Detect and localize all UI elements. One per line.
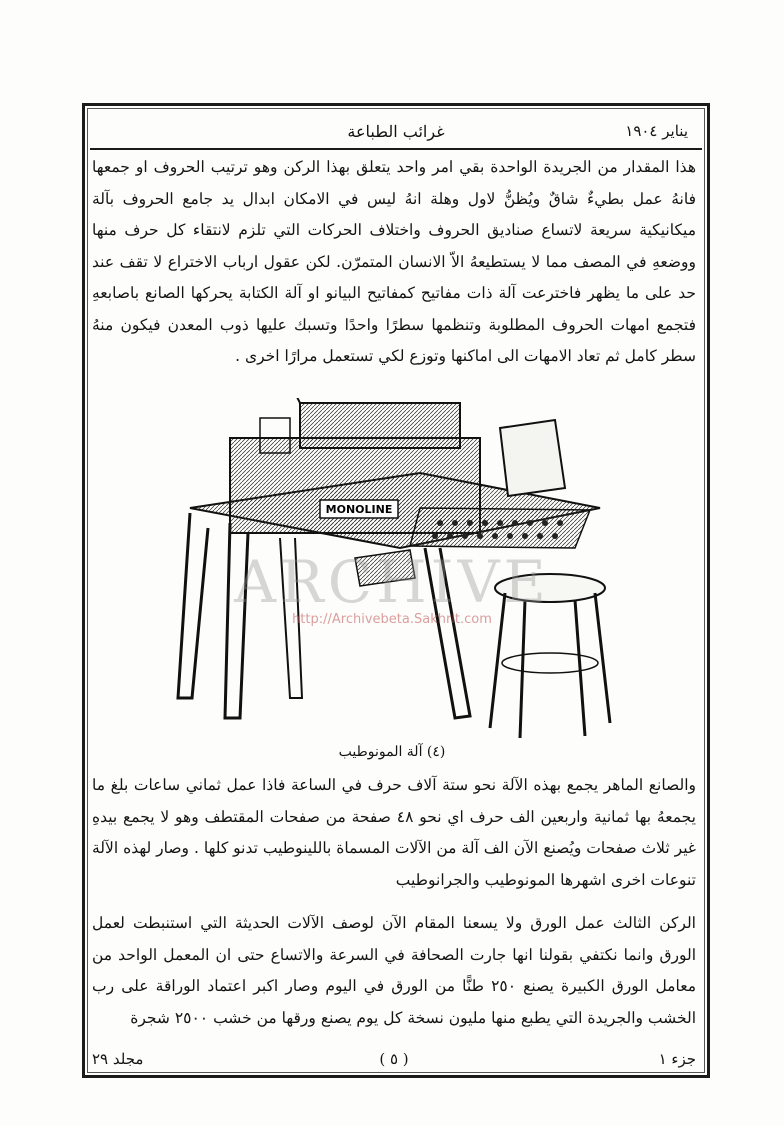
paragraph-intro: هذا المقدار من الجريدة الواحدة بقي امر واحد يتعلق بهذا الركن وهو ترتيب الحروف او جمعها فانهُ عمل بطيءٌ شاقٌ ويُظنُّ لاول وهلة انهُ ليس في الامكان ابدال يد جامع الحروف بآلة ميكانيكية سريعة لاتساع صناديق الحروف واختلاف الحركات التي تلزم لانتقاء كل حرف منها ووضعهِ في المصف مما لا يستطيعهُ الاّ الانسان المتمرّن. لكن عقول ارباب الاختراع لا تقف عند حد على ما يظهر فاخترعت آلة ذات مفاتيح كمفاتيح البيانو او آلة الكتابة يحركها الصانع باصابعهِ فتجمع امهات الحروف المطلوبة وتنظمها سطرًا واحدًا وتسبك عليها ذوب المعدن فيكون منهُ سطر كامل ثم تعاد الامهات الى اماكنها وتوزع لكي تستعمل مرارًا اخرى .: [92, 158, 696, 365]
header-divider: [90, 148, 702, 150]
archive-watermark: ARCHIVE: [234, 548, 550, 616]
header-date: يناير ١٩٠٤: [625, 122, 688, 140]
header-title: غرائب الطباعة: [347, 122, 445, 141]
machine-label: MONOLINE: [325, 503, 393, 516]
page-number: ( ٥ ): [379, 1050, 409, 1068]
footer-part: جزء ١: [658, 1050, 696, 1068]
page-header: [100, 118, 692, 146]
archive-watermark-url: http://Archivebeta.Sakhrit.com: [292, 612, 492, 627]
page-footer: [92, 1050, 696, 1074]
paragraph-paper-making: الركن الثالث عمل الورق ولا يسعنا المقام الآن لوصف الآلات الحديثة التي استنبطت لعمل الورق وانما نكتفي بقولنا انها جارت الصحافة في السرعة والاتساع حتى ان المعمل الواحد من معامل الورق الكبيرة يصنع ٢٥٠ طنًّا من الورق في اليوم وصار اكبر اعتماد الوراقة على رب الخشب والجريدة التي يطبع منها مليون نسخة كل يوم يصنع ورقها من خشب ٢٥٠٠ شجرة: [92, 914, 696, 1027]
paragraph-typesetting-speed: والصانع الماهر يجمع بهذه الآلة نحو ستة آلاف حرف في الساعة فاذا عمل ثماني ساعات بلغ ما يجمعهُ بها ثمانية واربعين الف حرف اي نحو ٤٨ صفحة من صفحات المقتطف وهو لا يجمع بيدهِ غير ثلاث صفحات ويُصنع الآن الف آلة من الآلات المسماة باللينوطيب تدنو كلها . وصار لهذه الآلة تنوعات اخرى اشهرها المونوطيب والجرانوطيب: [92, 776, 696, 889]
footer-volume: مجلد ٢٩: [92, 1050, 144, 1068]
figure-caption: (٤) آلة المونوطيب: [338, 744, 446, 760]
